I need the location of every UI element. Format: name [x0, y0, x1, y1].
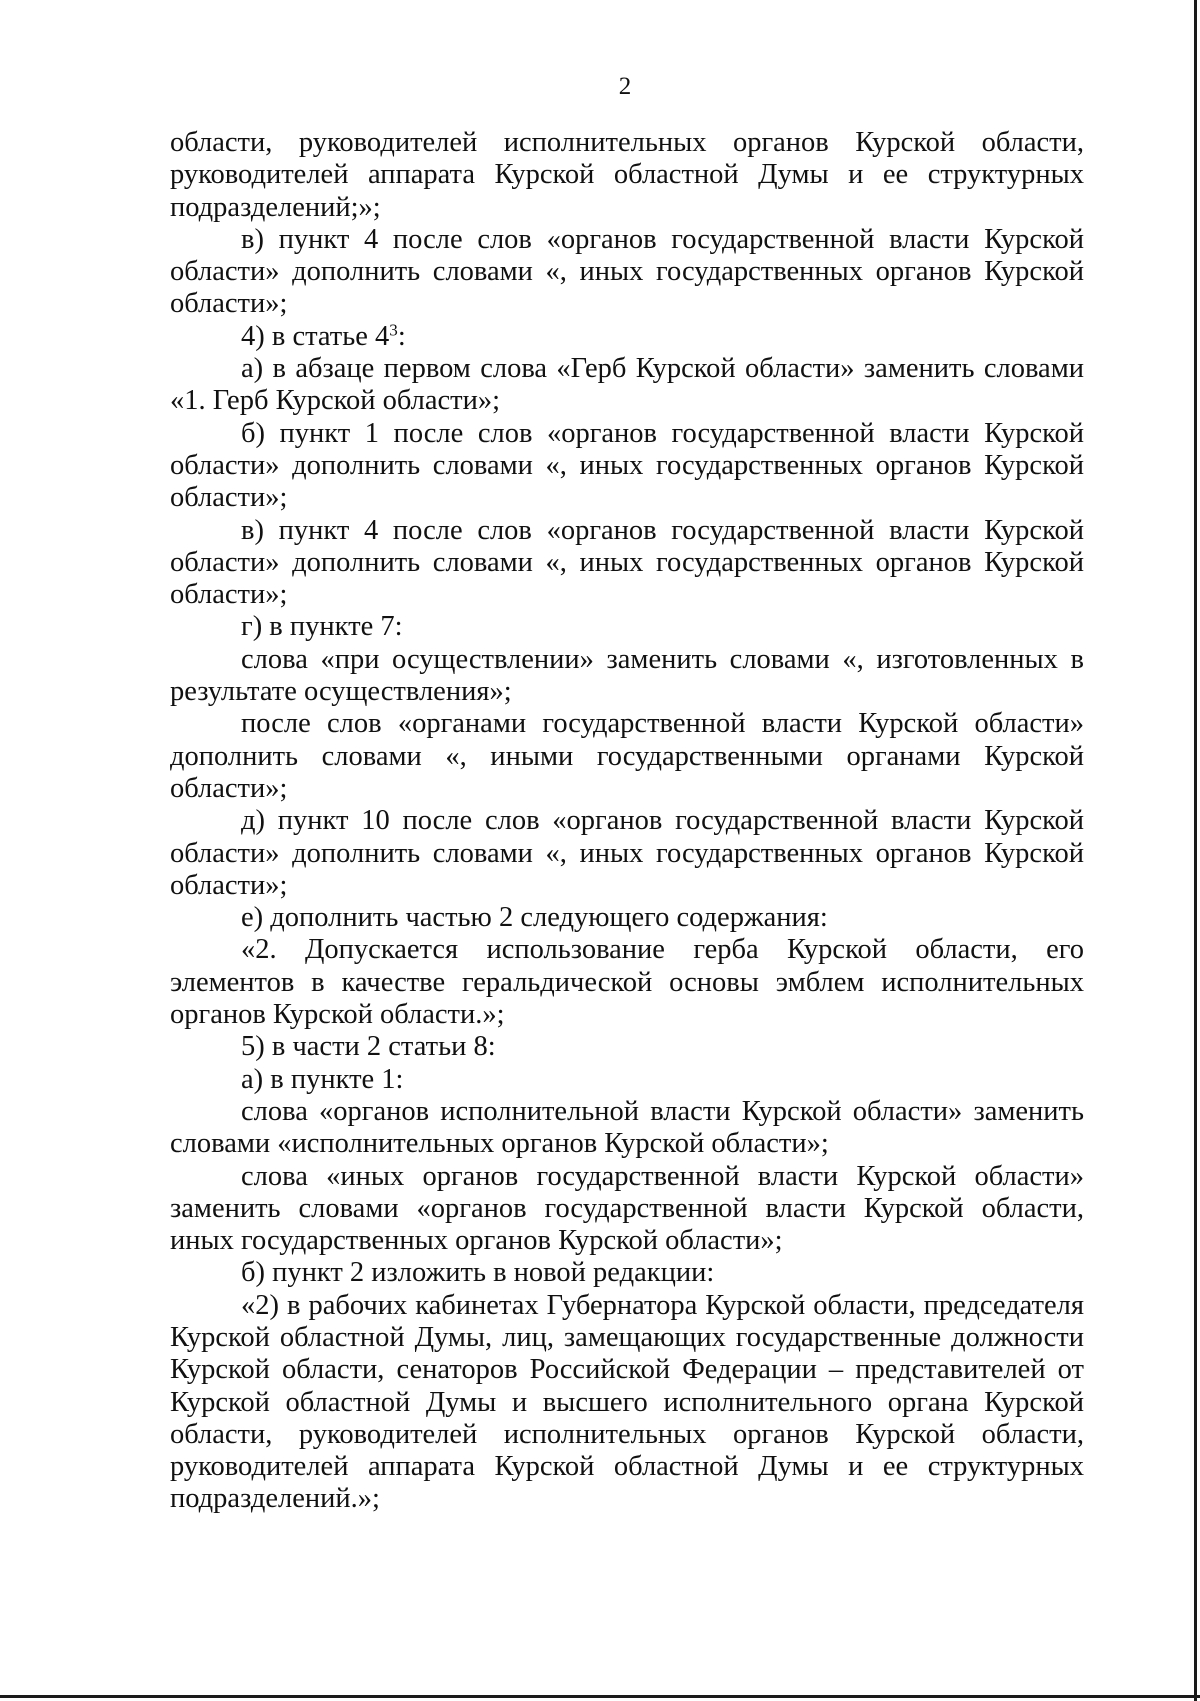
- scan-edge-right: [1194, 0, 1197, 1701]
- paragraph: 5) в части 2 статьи 8:: [241, 1031, 496, 1063]
- paragraph: а) в абзаце первом слова «Герб Курской области» заменить словами «1. Герб Курской области»;: [170, 353, 1084, 417]
- document-body: [170, 127, 1084, 1516]
- paragraph-text: 4) в статье 4: [241, 320, 390, 352]
- scan-edge-bottom: [0, 1695, 1200, 1698]
- page-number: 2: [618, 73, 632, 100]
- paragraph: г) в пункте 7:: [241, 611, 403, 643]
- paragraph: д) пункт 10 после слов «органов государственной власти Курской области» дополнить словами «, иных государственных органов Курской области»;: [170, 805, 1084, 901]
- paragraph: «2) в рабочих кабинетах Губернатора Курской области, председателя Курской областной Думы, лиц, замещающих государственные должности Курской области, сенаторов Российской Федерации – представителей от Курской областной Думы и высшего исполнительного органа Курской области, руководителей исполнительных органов Курской области, руководителей аппарата Курской областной Думы и ее структурных подразделений.»;: [170, 1289, 1084, 1515]
- paragraph-text-after: :: [397, 320, 406, 352]
- paragraph: б) пункт 1 после слов «органов государственной власти Курской области» дополнить словами «, иных государственных органов Курской области»;: [170, 417, 1084, 514]
- paragraph: слова «иных органов государственной власти Курской области» заменить словами «органов государственной власти Курской области, иных государственных органов Курской области»;: [170, 1160, 1084, 1257]
- paragraph: слова «органов исполнительной власти Курской области» заменить словами «исполнительных органов Курской области»;: [170, 1095, 1084, 1160]
- superscript: 3: [389, 320, 398, 340]
- paragraph: области, руководителей исполнительных органов Курской области, руководителей аппарата Курской областной Думы и ее структурных подразделений;»;: [170, 127, 1084, 223]
- paragraph: е) дополнить частью 2 следующего содержания:: [241, 902, 828, 934]
- paragraph: после слов «органами государственной власти Курской области» дополнить словами «, иными государственными органами Курской области»;: [170, 708, 1084, 804]
- paragraph: в) пункт 4 после слов «органов государственной власти Курской области» дополнить словами «, иных государственных органов Курской области»;: [170, 514, 1084, 611]
- paragraph: в) пункт 4 после слов «органов государственной власти Курской области» дополнить словами «, иных государственных органов Курской области»;: [170, 223, 1084, 320]
- paragraph: б) пункт 2 изложить в новой редакции:: [241, 1257, 715, 1289]
- paragraph: слова «при осуществлении» заменить словами «, изготовленных в результате осуществления»;: [170, 643, 1084, 708]
- paragraph: [170, 321, 1084, 353]
- paragraph: а) в пункте 1:: [241, 1063, 404, 1095]
- paragraph: «2. Допускается использование герба Курской области, его элементов в качестве геральдической основы эмблем исполнительных органов Курской области.»;: [170, 934, 1084, 1031]
